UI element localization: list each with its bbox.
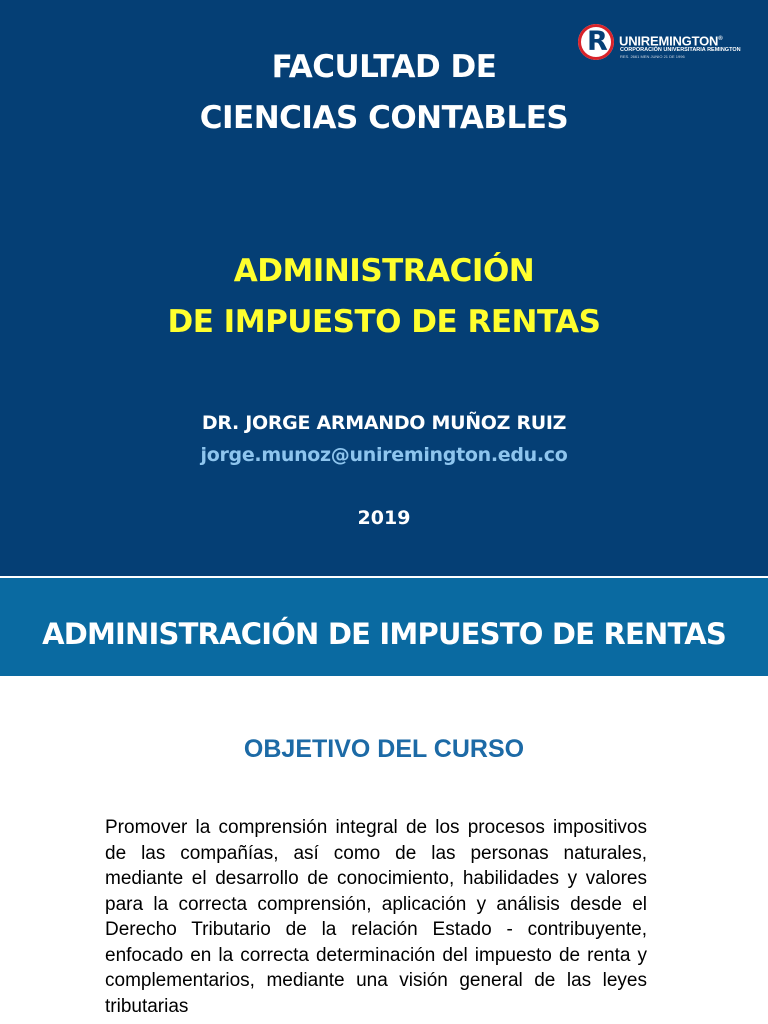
logo-subtitle: CORPORACIÓN UNIVERSITARIA REMINGTON [620,47,741,53]
slide-year: 2019 [357,507,411,529]
logo-r-icon: R [578,24,614,60]
objective-heading: OBJETIVO DEL CURSO [243,735,525,763]
banner-title: ADMINISTRACIÓN DE IMPUESTO DE RENTAS [42,617,726,651]
faculty-title-line1: FACULTAD DE [271,49,497,85]
objective-body: Promover la comprensión integral de los procesos impositivos de las compañías, así como de las personas naturales, mediante el desarrollo de conocimiento, habilidades y valores para la correcta comprensión, aplicación y análisis desde el Derecho Tributario de la relación Estado - contribuyente, enfocado en la correcta determinación del impuesto de renta y complementarios, mediante una visión general de las leyes tributarias [105,817,647,1017]
author-name: DR. JORGE ARMANDO MUÑOZ RUIZ [201,412,567,434]
faculty-title-line2: CIENCIAS CONTABLES [199,100,569,136]
course-title-line1: ADMINISTRACIÓN [233,253,535,289]
course-title-line2: DE IMPUESTO DE RENTAS [167,304,601,340]
logo-legal-text: RES. 2661 MEN JUNIO 21 DE 1996 [620,54,685,59]
logo-name: UNIREMINGTON® [619,33,723,49]
author-email: jorge.munoz@uniremington.edu.co [200,444,568,466]
